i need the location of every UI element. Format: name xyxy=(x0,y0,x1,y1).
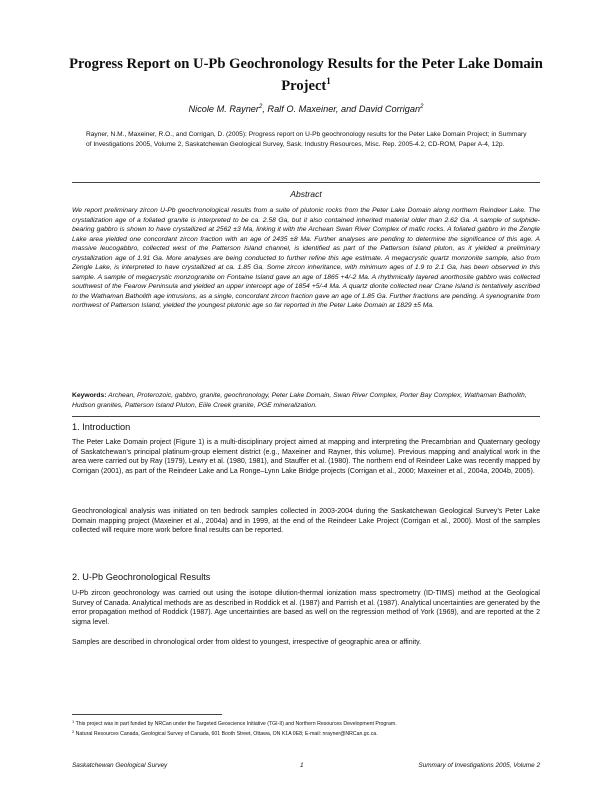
divider-top xyxy=(72,182,540,183)
footnote-divider xyxy=(72,714,222,715)
footnotes xyxy=(72,718,540,738)
abstract-body: We report preliminary zircon U-Pb geochronological results from a suite of plutonic rocks from the Peter Lake Domain along northern Reindeer Lake. The crystallization age of a foliated granite is interpreted to be ca. 2.58 Ga, but it also contained inherited material older than 2.62 Ga. A sample of sulphide-bearing gabbro is shown to have crystallized at 2562 ±3 Ma, linking it with the Archean Swan River Complex of mafic rocks. A foliated gabbro in the Zengle Lake area yielded one concordant zircon fraction with an age of 2435 ±8 Ma. Further analyses are pending to determine the significance of this age. A massive leucogabbro, collected west of the Patterson Island channel, is identified as part of the Patterson Island pluton, as it yielded a preliminary crystallization age of 1.91 Ga. More analyses are being conducted to further refine this age estimate. A megacrystic quartz monzonite sample, also from Zengle Lake, is interpreted to have crystallized at ca. 1.85 Ga. Some zircon inheritance, with minimum ages of 1.9 to 2.1 Ga, has been observed in this sample. A sample of megacrystic monzogranite on Fontaine Island gave an age of 1865 +4/-2 Ma. A rhythmically layered anorthosite gabbro was collected southwest of the Fearow Peninsula and yielded an upper intercept age of 1854 +5/-4 Ma. A quartz diorite collected near Crane Island is tentatively ascribed to the Wathaman Batholith age intrusions, as a single, concordant zircon fraction gave an age of 1.85 Ga. Further fractions are pending. A syenogranite from northwest of Patterson Island, yielded the youngest plutonic age so far reported in the Peter Lake Domain at 1829 ±5 Ma. xyxy=(72,207,540,309)
footnote-2-text: Natural Resources Canada, Geological Survey of Canada, 601 Booth Street, Ottawa, ON K1A 0E8; E-mail: nrayner@NRCan.gc.ca. xyxy=(74,731,378,737)
author-1: Nicole M. Rayner xyxy=(188,104,259,114)
author-3-ref: 2 xyxy=(420,104,424,110)
title-text: Progress Report on U-Pb Geochronology Results for the Peter Lake Domain Project xyxy=(69,56,543,94)
author-1-ref: 2 xyxy=(258,104,263,110)
footer-left: Saskatchewan Geological Survey xyxy=(72,762,168,769)
footnote-1 xyxy=(72,718,540,728)
paper-title xyxy=(60,56,552,95)
author-line xyxy=(60,104,552,114)
other-authors: , Ralf O. Maxeiner, and David Corrigan xyxy=(262,104,421,114)
keywords-text: Archean, Proterozoic, gabbro, granite, geochronology, Peter Lake Domain, Swan River Complex, Porter Bay Complex, Wathaman Batholith, Hudson granites, Patterson Island Pluton, Eiile Creek granite, PGE mineralization. xyxy=(72,392,527,409)
page-footer xyxy=(72,762,540,772)
keywords-label: Keywords: xyxy=(72,392,107,399)
intro-paragraph-1: The Peter Lake Domain project (Figure 1) is a multi-disciplinary project aimed at mapping and interpreting the Precambrian and Quaternary geology of Saskatchewan’s principal platinum-group element district (e.g., Maxeiner and Rayner, this volume). Previous mapping and analytical work in the area were carried out by Ray (1979), Lewry et al. (1980, 1981), and Stauffer et al. (1980). The northern end of Reindeer Lake was recently mapped by Corrigan (2001), as part of the Reindeer Lake and La Ronge–Lynn Lake Bridge projects (Corrigan et al., 2000; Maxeiner et al., 2004a, 2004b, 2005). xyxy=(72,439,540,475)
footnote-2-ref: 2 xyxy=(72,729,75,734)
section-heading-introduction: 1. Introduction xyxy=(72,422,131,432)
footer-right: Summary of Investigations 2005, Volume 2 xyxy=(418,762,540,769)
title-footnote-ref: 1 xyxy=(326,76,331,86)
abstract-heading: Abstract xyxy=(290,189,322,199)
citation-block: Rayner, N.M., Maxeiner, R.O., and Corrigan, D. (2005): Progress report on U-Pb geochronology results for the Peter Lake Domain Project; in Summary of Investigations 2005, Volume 2, Saskatchewan Geological Survey, Sask. Industry Resources, Misc. Rep. 2005-4.2, CD-ROM, Paper A-4, 12p. xyxy=(86,131,527,148)
footnote-1-ref: 1 xyxy=(72,719,75,724)
intro-paragraph-2: Geochronological analysis was initiated on ten bedrock samples collected in 2003-2004 during the Saskatchewan Geological Survey’s Peter Lake Domain mapping project (Maxeiner et al., 2004a) and in 1999, at the end of the Reindeer Lake Project (Corrigan et al., 2000). Most of the samples collected will require more work before final results can be reported. xyxy=(72,508,540,535)
section-heading-results: 2. U-Pb Geochronological Results xyxy=(72,572,211,582)
results-paragraph-1: U-Pb zircon geochronology was carried out using the isotope dilution-thermal ionization mass spectrometry (ID-TIMS) method at the Geological Survey of Canada. Analytical methods are as described in Roddick et al. (1987) and Parrish et al. (1987). Analytical uncertainties are generated by the error propagation method of Roddick (1987). Age uncertainties are based as well on the regression method of York (1969), and are reported at the 2 sigma level. xyxy=(72,590,540,626)
divider-mid xyxy=(72,416,540,417)
footnote-1-text: This project was in part funded by NRCan under the Targeted Geoscience Initiative (TGI-II) and Northern Resources Development Program. xyxy=(74,721,397,727)
keywords-block xyxy=(72,391,540,410)
page-number: 1 xyxy=(300,762,304,769)
results-paragraph-2: Samples are described in chronological order from oldest to youngest, irrespective of geographic area or affinity. xyxy=(72,639,422,646)
footnote-2 xyxy=(72,728,540,738)
